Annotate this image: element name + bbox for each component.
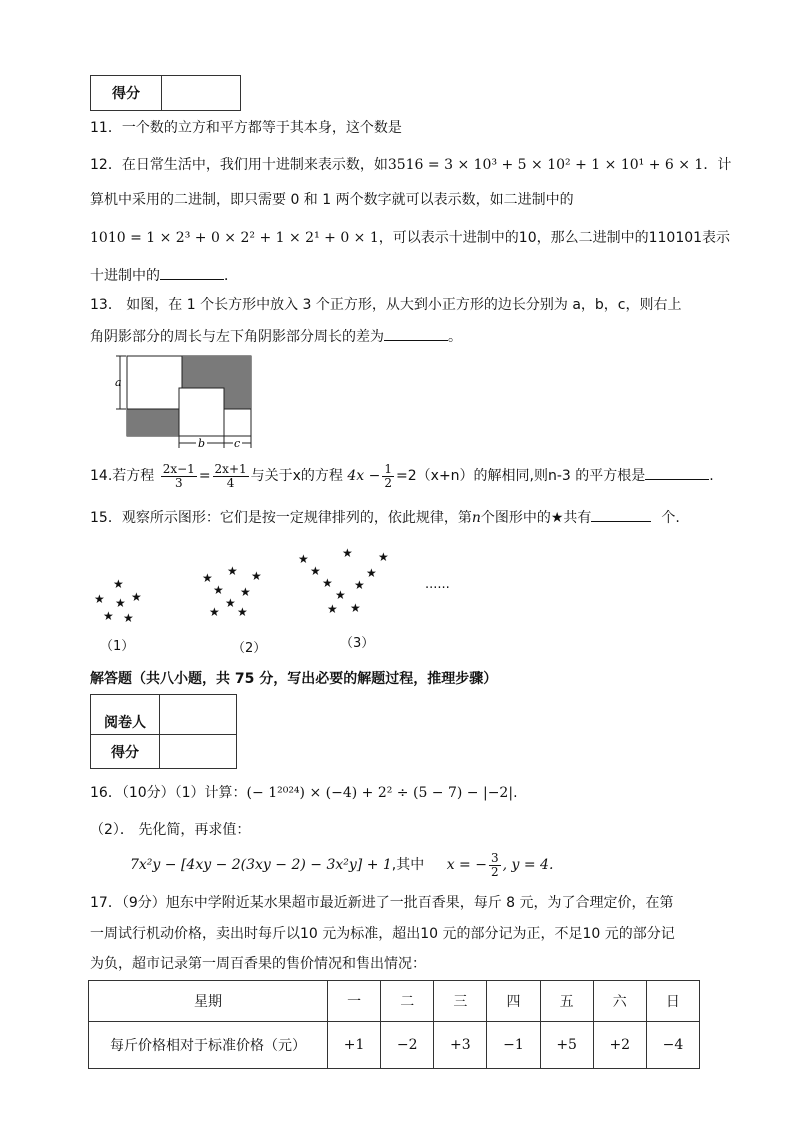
q14-text-d: =2（x+n）的解相同,则n-3 的平方根是 [396, 468, 646, 484]
score-label: 得分 [91, 76, 162, 111]
q13-text-l2a: 角阴影部分的周长与左下角阴影部分周长的差为 [90, 329, 384, 345]
question-11 [90, 118, 402, 138]
q17-text-l3: 为负，超市记录第一周百香果的售价情况和售出情况： [90, 956, 426, 972]
q12-math-1: 3516 = 3 × 10³ + 5 × 10² + 1 × 10¹ + 6 × 1 [387, 157, 704, 173]
question-17-line-2 [90, 924, 675, 944]
fig-label-1: （1） [100, 639, 135, 654]
score-label-2: 得分 [91, 735, 160, 769]
q14-text-b: 与关于x的方程 [250, 468, 343, 484]
square-b [179, 388, 224, 436]
star-icon: ★ [227, 564, 238, 578]
square-c [224, 409, 251, 436]
q17-text-l2: 一周试行机动价格，卖出时每斤以10 元为标准，超出10 元的部分记为正，不足10 元的部分记 [90, 926, 675, 942]
score-box-top [90, 75, 241, 111]
table-cell: −4 [646, 1022, 699, 1069]
q14-fraction-1: $\frac{2x-1}{3}$ [162, 461, 195, 490]
q14-text-a: 14.若方程 [90, 468, 155, 484]
question-12-line-2 [90, 190, 574, 210]
fig-label-2: （2） [232, 641, 267, 656]
q16-math-2: 7x²y − [4xy − 2(3xy − 2) − 3x²y] + 1 [130, 857, 392, 873]
q16-text-a: 16．（10分）（1）计算： [90, 785, 247, 801]
q12-text-b: ．计 [703, 157, 732, 173]
q12-answer-blank[interactable] [160, 265, 224, 280]
q16-x: x = − [446, 857, 487, 873]
q14-answer-blank[interactable] [645, 465, 709, 480]
question-12-line-3 [90, 228, 730, 248]
question-12-line-1 [90, 155, 731, 175]
table-header: 一 [328, 981, 381, 1022]
row-label: 每斤价格相对于标准价格（元） [89, 1022, 328, 1069]
star-icon: ★ [123, 611, 134, 625]
star-icon: ★ [298, 552, 309, 566]
q12-text-l4b: ． [224, 268, 238, 284]
table-cell: +1 [328, 1022, 381, 1069]
q15-text-b: 个图形中的 [480, 510, 551, 526]
label-c: c [234, 437, 241, 450]
q15-text-a: 15．观察所示图形：它们是按一定规律排列的，依此规律，第 [90, 510, 472, 526]
q13-answer-blank[interactable] [384, 326, 448, 341]
question-16-line-3 [130, 850, 553, 880]
table-cell: +5 [540, 1022, 593, 1069]
q16-math-1: (− 1²⁰²⁴) × (−4) + 2² ÷ (5 − 7) − |−2| [246, 785, 514, 801]
star-icon: ★ [131, 590, 142, 604]
star-icon: ★ [342, 546, 353, 560]
q14-eq: = [198, 468, 211, 484]
score-value-cell[interactable] [162, 76, 241, 111]
section-title: 解答题（共八小题，共 75 分，写出必要的解题过程，推理步骤） [90, 671, 498, 687]
q15-text-d: 个. [661, 510, 680, 526]
q12-math-2: 1010 = 1 × 2³ + 0 × 2² + 1 × 2¹ + 0 × 1 [90, 230, 379, 246]
question-13-line-2 [90, 326, 462, 347]
star-icon: ★ [310, 564, 321, 578]
table-header: 三 [434, 981, 487, 1022]
table-cell: +2 [593, 1022, 646, 1069]
table-header-row [89, 981, 700, 1022]
table-header: 二 [381, 981, 434, 1022]
star-icon: ★ [251, 569, 262, 583]
q16-y: , y = 4. [502, 857, 554, 873]
table-cell: −2 [381, 1022, 434, 1069]
star-icon: ★ [115, 596, 126, 610]
question-17-line-1 [90, 893, 674, 913]
question-15 [90, 507, 680, 528]
q12-text-l3: ，可以表示十进制中的10，那么二进制中的110101表示 [378, 230, 731, 246]
q12-text-a: 12．在日常生活中，我们用十进制来表示数，如 [90, 157, 388, 173]
table-header: 五 [540, 981, 593, 1022]
q15-ellipsis: ...... [425, 577, 450, 592]
score-value-cell-2[interactable] [160, 735, 237, 769]
fig-label-3: （3） [340, 636, 375, 651]
question-16-line-2 [90, 820, 250, 840]
star-icon: ★ [366, 566, 377, 580]
star-icon: ★ [335, 588, 346, 602]
label-a: a [115, 376, 122, 389]
q14-math: 4x − [347, 468, 381, 484]
q13-figure [112, 352, 262, 452]
star-icon: ★ [322, 576, 333, 590]
q16-text-l2: （2）． 先化简，再求值： [90, 822, 251, 838]
table-row [89, 1022, 700, 1069]
q16-text-mid: ,其中 [391, 857, 425, 873]
q16-fraction: $\frac{3}{2}$ [490, 850, 499, 879]
star-icon: ★ [113, 577, 124, 591]
star-icon: ★ [327, 602, 338, 616]
table-cell: +3 [434, 1022, 487, 1069]
grader-box [90, 694, 237, 769]
grader-value-cell[interactable] [160, 695, 237, 735]
star-icon: ★ [94, 592, 105, 606]
question-13-line-1 [90, 295, 682, 315]
grader-label: 阅卷人 [91, 695, 160, 735]
q15-text-c: 共有 [563, 510, 592, 526]
question-12-line-4 [90, 265, 238, 286]
q13-text-l2b: 。 [448, 329, 462, 345]
square-a [127, 356, 182, 409]
question-16-line-1 [90, 783, 518, 803]
star-icon: ★ [378, 550, 389, 564]
star-icon: ★ [354, 578, 365, 592]
q17-text-l1: 17．（9分）旭东中学附近某水果超市最近新进了一批百香果，每斤 8 元，为了合理定价，在第 [90, 895, 674, 911]
price-table [88, 980, 700, 1069]
table-cell: −1 [487, 1022, 540, 1069]
q14-text-e: . [709, 468, 714, 484]
q12-text-l4a: 十进制中的 [90, 268, 160, 284]
q13-text-l1: 13． 如图，在 1 个长方形中放入 3 个正方形，从大到小正方形的边长分别为 a，b，c，则右上 [90, 297, 682, 313]
q14-fraction-3: $\frac{1}{2}$ [384, 461, 393, 490]
label-b: b [198, 437, 206, 450]
shaded-bottom-left [127, 409, 179, 436]
q15-n: n [471, 510, 481, 526]
q11-text: 11．一个数的立方和平方都等于其本身，这个数是 [90, 120, 402, 136]
table-header: 星期 [89, 981, 328, 1022]
star-icon: ★ [213, 583, 224, 597]
star-icon: ★ [350, 601, 361, 615]
star-icon: ★ [225, 596, 236, 610]
q16-text-b: . [513, 785, 518, 801]
question-14 [90, 461, 714, 491]
star-icon: ★ [103, 609, 114, 623]
star-icon: ★ [240, 585, 251, 599]
question-17-line-3 [90, 954, 426, 974]
q14-fraction-2: $\frac{2x+1}{4}$ [214, 461, 247, 490]
star-icon: ★ [209, 605, 220, 619]
star-icon: ★ [550, 510, 564, 526]
q12-text-l2: 算机中采用的二进制，即只需要 0 和 1 两个数字就可以表示数，如二进制中的 [90, 192, 574, 208]
table-header: 日 [646, 981, 699, 1022]
star-icon: ★ [202, 571, 213, 585]
star-icon: ★ [237, 605, 248, 619]
q15-answer-blank[interactable] [591, 507, 651, 522]
table-header: 四 [487, 981, 540, 1022]
table-header: 六 [593, 981, 646, 1022]
